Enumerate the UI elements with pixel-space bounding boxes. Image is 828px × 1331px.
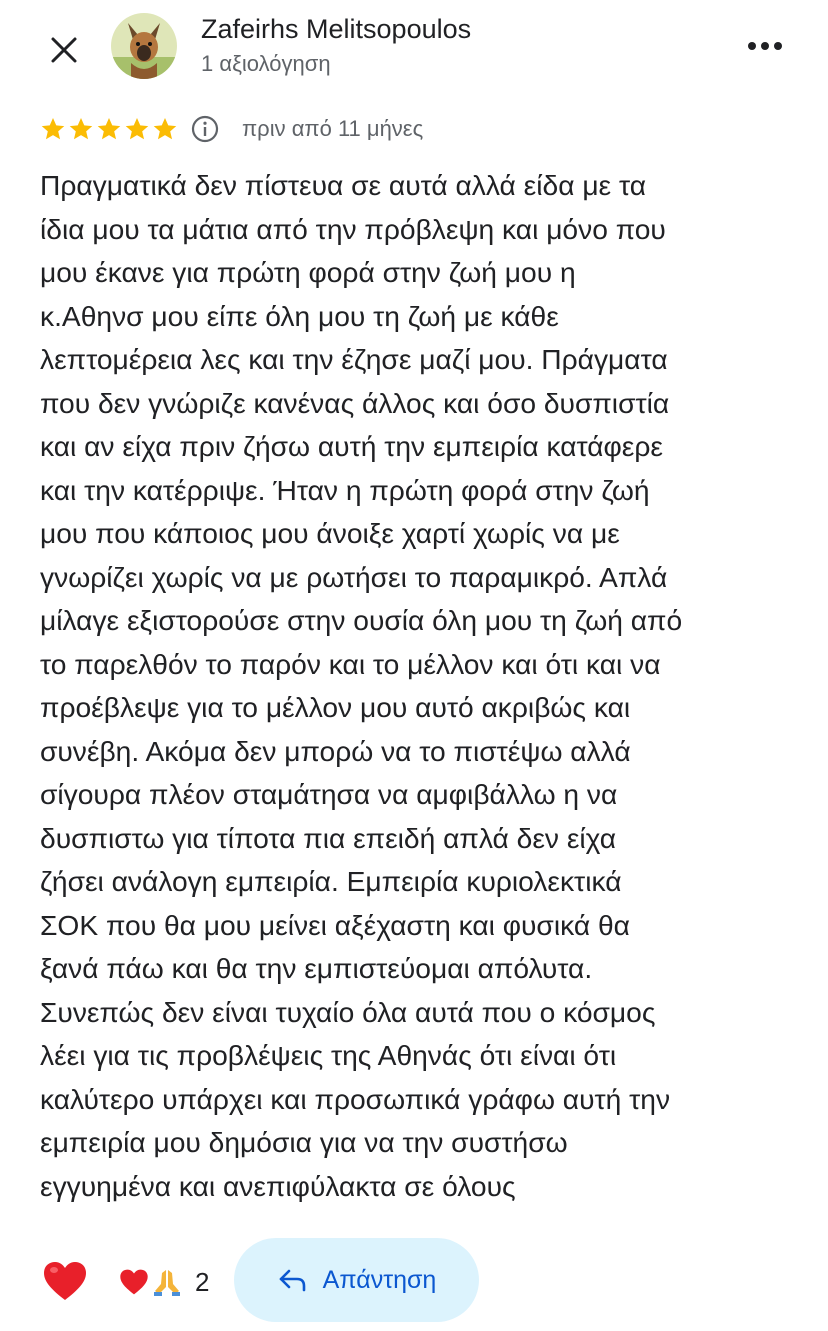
review-text-line: προέβλεψε για το μέλλον μου αυτό ακριβώς και bbox=[40, 691, 631, 723]
review-text-line: συνέβη. Ακόμα δεν μπορώ να το πιστέψω αλλά bbox=[40, 734, 631, 767]
review-count: 1 αξιολόγηση bbox=[201, 51, 331, 76]
review-text-line: Συνεπώς δεν είναι τυχαίο όλα αυτά που ο κόσμος bbox=[40, 995, 656, 1028]
heart-icon bbox=[42, 1260, 88, 1302]
star-icon bbox=[124, 116, 150, 142]
info-icon[interactable] bbox=[190, 114, 220, 144]
avatar[interactable] bbox=[111, 13, 177, 79]
review-text-line: ζήσει ανάλογη εμπειρία. Εμπειρία κυριολεκτικά bbox=[40, 865, 622, 897]
review-text-line: και αν είχα πριν ζήσω αυτή την εμπειρία κατάφερε bbox=[40, 430, 663, 462]
review-text-line: εμπειρία μου δημόσια για να την συστήσω bbox=[40, 1126, 568, 1158]
review-text-line: μου έκανε για πρώτη φορά στην ζωή μου η bbox=[40, 256, 576, 288]
review-text bbox=[40, 164, 800, 1208]
review-text-line: ξανά πάω και θα την εμπιστεύομαι απόλυτα. bbox=[40, 952, 593, 984]
review-text-line: και την κατέρριψε. Ήταν η πρώτη φορά στην ζωή bbox=[40, 473, 650, 506]
close-button[interactable] bbox=[40, 26, 88, 74]
pray-reaction-icon bbox=[153, 1267, 181, 1297]
review-header bbox=[0, 0, 828, 100]
review-text-line: σίγουρα πλέον σταμάτησα να αμφιβάλλω η να bbox=[40, 778, 618, 810]
review-text-line: γνωρίζει χωρίς να με ρωτήσει το παραμικρό. Απλά bbox=[40, 560, 668, 593]
close-icon bbox=[49, 35, 79, 65]
review-meta bbox=[40, 112, 423, 146]
reply-arrow-icon bbox=[277, 1268, 307, 1292]
reaction-count: 2 bbox=[195, 1266, 210, 1297]
star-icon bbox=[152, 116, 178, 142]
review-text-line: Πραγματικά δεν πίστευα σε αυτά αλλά είδα με τα bbox=[40, 169, 646, 201]
review-text-line: μου που κάποιος μου άνοιξε χαρτί χωρίς να με bbox=[40, 517, 620, 549]
review-actions bbox=[0, 1236, 828, 1326]
star-rating bbox=[40, 116, 178, 142]
star-icon bbox=[40, 116, 66, 142]
reviewer-name[interactable]: Zafeirhs Melitsopoulos bbox=[201, 14, 472, 44]
review-text-line: λέει για τις προβλέψεις της Αθηνάς ότι είναι ότι bbox=[40, 1039, 617, 1071]
heart-reaction-icon bbox=[119, 1268, 149, 1296]
star-icon bbox=[96, 116, 122, 142]
review-text-line: λεπτομέρεια λες και την έζησε μαζί μου. Πράγματα bbox=[40, 343, 668, 375]
review-text-line: το παρελθόν το παρόν και το μέλλον και ότι και να bbox=[40, 647, 661, 680]
reply-button[interactable] bbox=[234, 1238, 479, 1322]
review-text-line: δυσπιστω για τίποτα πια επειδή απλά δεν είχα bbox=[40, 821, 617, 854]
review-text-line: κ.Αθηνσ μου είπε όλη μου τη ζωή με κάθε bbox=[40, 299, 559, 332]
review-text-line: καλύτερο υπάρχει και προσωπικά γράφω αυτή την bbox=[40, 1082, 671, 1115]
like-button[interactable] bbox=[38, 1254, 92, 1308]
review-text-line: που δεν γνώριζε κανένας άλλος και όσο δυσπιστία bbox=[40, 386, 670, 419]
review-text-line: ΣΟΚ που θα μου μείνει αξέχαστη και φυσικά θα bbox=[40, 908, 630, 941]
more-horizontal-icon bbox=[747, 41, 783, 51]
review-text-line: ίδια μου τα μάτια από την πρόβλεψη και μόνο που bbox=[40, 212, 666, 245]
review-time: πριν από 11 μήνες bbox=[242, 116, 424, 141]
more-options-button[interactable] bbox=[738, 26, 792, 66]
star-icon bbox=[68, 116, 94, 142]
reactions-summary[interactable] bbox=[119, 1262, 209, 1302]
reply-label: Απάντηση bbox=[322, 1265, 437, 1294]
review-text-line: εγγυημένα και ανεπιφύλακτα σε όλους bbox=[40, 1169, 516, 1202]
review-text-line: μίλαγε εξιστορούσε στην ουσία όλη μου τη ζωή από bbox=[40, 604, 683, 636]
